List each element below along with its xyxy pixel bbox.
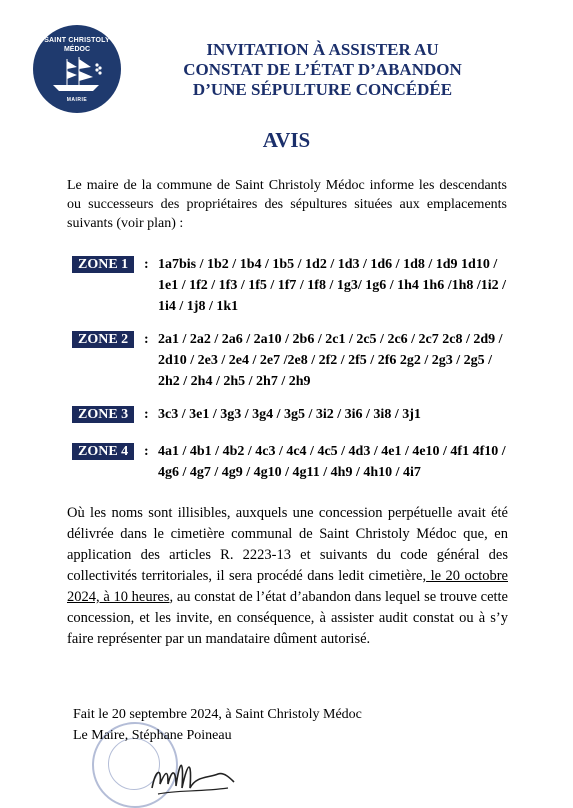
zone-plot-list: 4a1 / 4b1 / 4b2 / 4c3 / 4c4 / 4c5 / 4d3 / 4e1 / 4e10 / 4f1 4f10 / 4g6 / 4g7 / 4g9 / 4g10 / 4g11 / 4h9 / 4h10 / 4i7 <box>158 444 506 480</box>
paragraph-text-start: Où les noms sont illisibles, auxquels une concession perpétuelle avait été délivrée dans le cimetière communal de Saint Christoly Médoc que, en application des articles R. 2223-13 et suivants du code général des collectivités territoriales, il sera procédé dans ledit cimetière, <box>67 505 508 584</box>
signoff-place-date: Fait le 20 septembre 2024, à Saint Christoly Médoc <box>73 707 362 722</box>
zone-plot-list: 3c3 / 3e1 / 3g3 / 3g4 / 3g5 / 3i2 / 3i6 / 3i8 / 3j1 <box>158 407 421 422</box>
zone-badge: ZONE 2 <box>72 331 134 348</box>
zone-colon: : <box>144 257 149 272</box>
title-line-1: INVITATION À ASSISTER AU <box>206 40 439 59</box>
signoff-mayor-name: Le Maire, Stéphane Poineau <box>73 728 232 743</box>
logo-town-name: SAINT CHRISTOLY <box>44 37 110 44</box>
logo-town-subname: MÉDOC <box>63 46 91 53</box>
zone-plot-list: 1a7bis / 1b2 / 1b4 / 1b5 / 1d2 / 1d3 / 1d6 / 1d8 / 1d9 1d10 / 1e1 / 1f2 / 1f3 / 1f5 / 1f7 / 1f8 / 1g3/ 1g6 / 1h4 1h6 /1h8 /1i2 / 1i4 / 1j8 / 1k1 <box>158 257 507 314</box>
constat-date: le 20 octobre 2024, à 10 heures <box>67 568 508 605</box>
title-line-3: D’UNE SÉPULTURE CONCÉDÉE <box>192 80 453 99</box>
zone-badge: ZONE 4 <box>72 443 134 460</box>
zone-colon: : <box>144 444 149 459</box>
main-paragraph <box>67 503 508 650</box>
zone-badge: ZONE 3 <box>72 406 134 423</box>
zone-colon: : <box>144 332 149 347</box>
paragraph-text-end: , au constat de l’état d’abandon dans lequel se trouve cette concession, et les invite, en conséquence, à assister audit constat ou à s’y faire représenter par un mandataire dûment autorisé. <box>67 589 508 647</box>
avis-heading: AVIS <box>262 128 311 152</box>
document-title <box>150 40 495 100</box>
intro-paragraph: Le maire de la commune de Saint Christoly Médoc informe les descendants ou successeurs des propriétaires des sépultures situées aux emplacements suivants (voir plan) : <box>67 178 507 231</box>
logo-mairie-label: MAIRIE <box>66 97 88 103</box>
title-line-2: CONSTAT DE L’ÉTAT D’ABANDON <box>183 60 462 79</box>
signoff-block <box>73 704 362 746</box>
mayor-signature <box>148 748 238 803</box>
zone-colon: : <box>144 407 149 422</box>
mairie-logo <box>33 25 121 113</box>
zone-badge: ZONE 1 <box>72 256 134 273</box>
sailboat-icon <box>47 55 107 95</box>
zone-plot-list: 2a1 / 2a2 / 2a6 / 2a10 / 2b6 / 2c1 / 2c5 / 2c6 / 2c7 2c8 / 2d9 / 2d10 / 2e3 / 2e4 / 2e7 /2e8 / 2f2 / 2f5 / 2f6 2g2 / 2g3 / 2g5 / 2h2 / 2h4 / 2h5 / 2h7 / 2h9 <box>158 332 503 389</box>
